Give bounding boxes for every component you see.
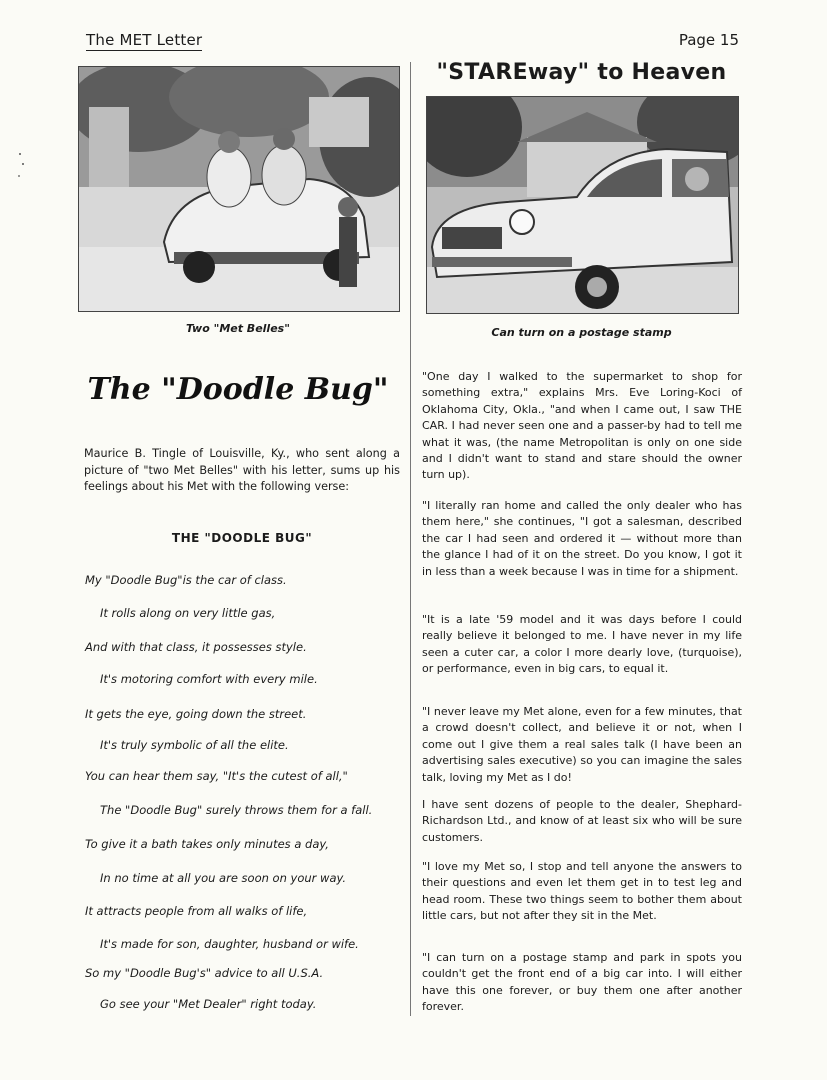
article-paragraph: "I love my Met so, I stop and tell anyone the answers to their questions and even let them get in to test leg and head room. These two things seem to bother them about little cars, but not after they sit in the Met. — [422, 860, 742, 923]
stareway-title: "STAREway" to Heaven — [436, 60, 727, 85]
poem-line: It's truly symbolic of all the elite. — [100, 738, 289, 752]
poem-line: It attracts people from all walks of life, — [85, 904, 308, 918]
intro-paragraph: Maurice B. Tingle of Louisville, Ky., who sent along a picture of "two Met Belles" with his letter, sums up his feelings about his Met with the following verse: — [84, 447, 400, 494]
caption-postage-stamp: Can turn on a postage stamp — [491, 326, 672, 339]
photo-postage-stamp-car — [426, 96, 739, 314]
photo-met-belles — [78, 66, 400, 312]
poem-title: THE "DOODLE BUG" — [171, 531, 313, 545]
article-paragraph: "One day I walked to the supermarket to shop for something extra," explains Mrs. Eve Loring-Koci of Oklahoma City, Okla., "and when I came out, I saw THE CAR. I had never seen one and a passer-by had to tell me what it was, (the name Metropolitan is only on one side and I didn't want to stand and stare should the owner turn up). — [422, 370, 742, 482]
poem-line: You can hear them say, "It's the cutest of all," — [85, 769, 348, 783]
article-paragraph: "I literally ran home and called the only dealer who has them here," she continues, "I got a salesman, described the car I had seen and ordered it — without more than the glance I had of it on the street. Do you know, I got it in less than a week because I was in time for a shipment. — [422, 499, 742, 578]
poem-line: And with that class, it possesses style. — [85, 640, 307, 654]
article-paragraph: I have sent dozens of people to the dealer, Shephard-Richardson Ltd., and know of at least six who will be sure customers. — [422, 798, 742, 844]
scan-specks — [14, 150, 28, 190]
poem-line: Go see your "Met Dealer" right today. — [100, 997, 317, 1011]
page-number: Page 15 — [678, 31, 739, 49]
poem-line: To give it a bath takes only minutes a day, — [85, 837, 329, 851]
poem-line: It gets the eye, going down the street. — [85, 707, 307, 721]
poem-line: My "Doodle Bug"is the car of class. — [85, 573, 287, 587]
newsletter-title: The MET Letter — [86, 31, 203, 49]
caption-met-belles: Two "Met Belles" — [186, 322, 290, 335]
article-paragraph: "It is a late '59 model and it was days before I could really believe it belonged to me. I have never in my life seen a cuter car, a color I more dearly love, (turquoise), or performance, even in big cars, to equal it. — [422, 613, 742, 676]
article-paragraph: "I never leave my Met alone, even for a few minutes, that a crowd doesn't collect, and believe it or not, when I come out I give them a real sales talk (I have been an advertising sales executive) so you can imagine the sales talk, loving my Met as I do! — [422, 705, 742, 784]
poem-line: The "Doodle Bug" surely throws them for a fall. — [100, 803, 373, 817]
poem-line: It's made for son, daughter, husband or wife. — [100, 937, 359, 951]
poem-line: So my "Doodle Bug's" advice to all U.S.A. — [85, 966, 324, 980]
doodle-bug-title: The "Doodle Bug" — [87, 372, 389, 407]
poem-line: In no time at all you are soon on your way. — [100, 871, 347, 885]
column-divider — [410, 62, 411, 1016]
poem-line: It's motoring comfort with every mile. — [100, 672, 318, 686]
article-paragraph: "I can turn on a postage stamp and park in spots you couldn't get the front end of a big car into. I will either have this one forever, or buy them one after another forever. — [422, 951, 742, 1014]
poem-line: It rolls along on very little gas, — [100, 606, 276, 620]
